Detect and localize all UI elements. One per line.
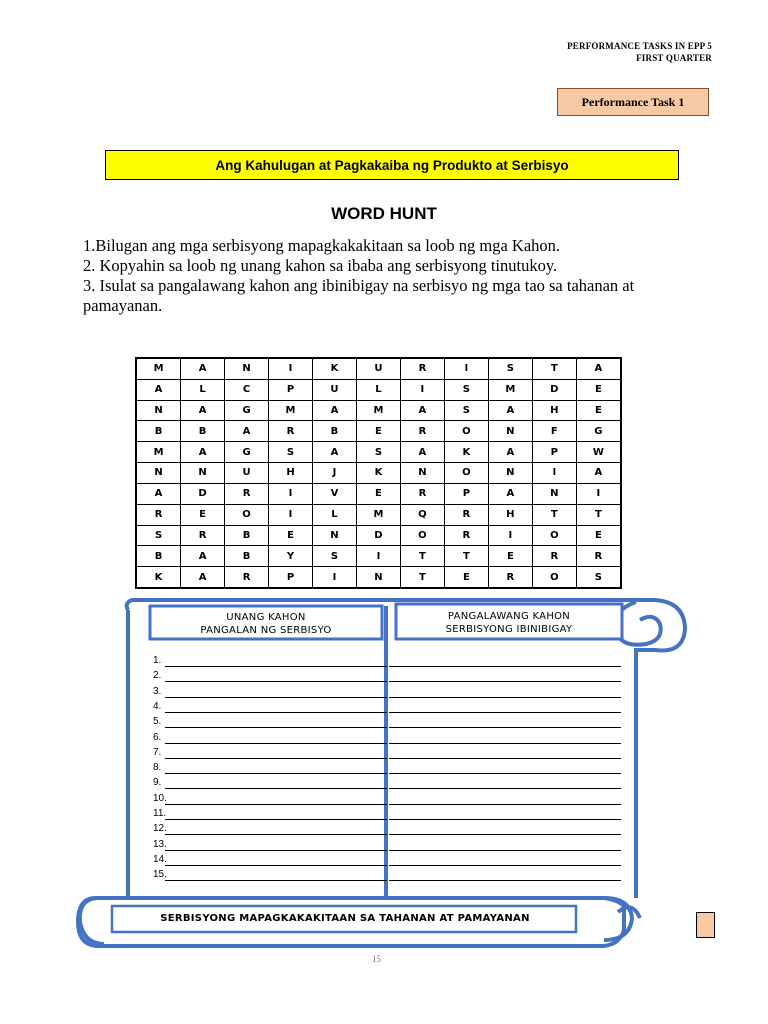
grid-cell[interactable]: A bbox=[181, 358, 225, 379]
second-box-line-1: PANGALAWANG KAHON bbox=[447, 611, 571, 622]
grid-cell[interactable]: R bbox=[532, 546, 576, 567]
service-name-blank[interactable] bbox=[165, 880, 387, 881]
service-provided-blank[interactable] bbox=[389, 880, 621, 881]
grid-cell[interactable]: A bbox=[576, 463, 621, 484]
service-name-blank[interactable] bbox=[165, 788, 387, 789]
grid-cell[interactable]: H bbox=[532, 400, 576, 421]
grid-cell[interactable]: O bbox=[400, 525, 444, 546]
grid-cell[interactable]: M bbox=[488, 379, 532, 400]
service-name-blank[interactable] bbox=[165, 697, 387, 698]
first-box-title bbox=[150, 611, 382, 637]
header-line-1: PERFORMANCE TASKS IN EPP 5 bbox=[567, 41, 712, 51]
grid-cell[interactable]: B bbox=[181, 421, 225, 442]
grid-cell[interactable]: M bbox=[136, 358, 181, 379]
grid-cell[interactable]: L bbox=[356, 379, 400, 400]
corner-marker bbox=[696, 912, 715, 938]
grid-cell[interactable]: T bbox=[444, 546, 488, 567]
grid-cell[interactable]: A bbox=[136, 483, 181, 504]
grid-cell[interactable]: R bbox=[444, 525, 488, 546]
service-name-blank[interactable] bbox=[165, 743, 387, 744]
answer-row bbox=[153, 655, 623, 669]
grid-cell[interactable]: U bbox=[313, 379, 357, 400]
grid-cell[interactable]: N bbox=[313, 525, 357, 546]
service-provided-blank[interactable] bbox=[389, 834, 621, 835]
grid-cell[interactable]: C bbox=[225, 379, 269, 400]
answer-row bbox=[153, 823, 623, 837]
grid-cell[interactable]: V bbox=[313, 483, 357, 504]
grid-cell[interactable]: I bbox=[400, 379, 444, 400]
grid-cell[interactable]: D bbox=[356, 525, 400, 546]
grid-cell[interactable]: G bbox=[576, 421, 621, 442]
grid-cell[interactable]: R bbox=[400, 358, 444, 379]
grid-cell[interactable]: R bbox=[136, 504, 181, 525]
service-provided-blank[interactable] bbox=[389, 819, 621, 820]
grid-cell[interactable]: A bbox=[181, 546, 225, 567]
answer-number: 15. bbox=[153, 869, 167, 881]
grid-cell[interactable]: M bbox=[136, 442, 181, 463]
grid-cell[interactable]: G bbox=[225, 400, 269, 421]
grid-cell[interactable]: T bbox=[400, 546, 444, 567]
answer-row bbox=[153, 716, 623, 730]
grid-cell[interactable]: A bbox=[488, 483, 532, 504]
grid-cell[interactable]: K bbox=[313, 358, 357, 379]
answer-number: 4. bbox=[153, 700, 162, 712]
service-name-blank[interactable] bbox=[165, 804, 387, 805]
grid-cell[interactable]: S bbox=[136, 525, 181, 546]
grid-cell[interactable]: R bbox=[225, 483, 269, 504]
grid-cell[interactable]: E bbox=[356, 421, 400, 442]
grid-cell[interactable]: I bbox=[269, 483, 313, 504]
service-provided-blank[interactable] bbox=[389, 666, 621, 667]
grid-cell[interactable]: B bbox=[225, 525, 269, 546]
grid-cell[interactable]: L bbox=[181, 379, 225, 400]
grid-cell[interactable]: B bbox=[136, 546, 181, 567]
grid-cell[interactable]: K bbox=[356, 463, 400, 484]
service-provided-blank[interactable] bbox=[389, 804, 621, 805]
grid-cell[interactable]: O bbox=[444, 421, 488, 442]
header-line-2: FIRST QUARTER bbox=[636, 53, 712, 63]
grid-cell[interactable]: R bbox=[181, 525, 225, 546]
grid-cell[interactable]: I bbox=[532, 463, 576, 484]
service-name-blank[interactable] bbox=[165, 773, 387, 774]
answer-number: 3. bbox=[153, 685, 162, 697]
grid-cell[interactable]: S bbox=[576, 567, 621, 588]
grid-cell[interactable]: A bbox=[488, 442, 532, 463]
answer-number: 2. bbox=[153, 670, 162, 682]
answer-number: 13. bbox=[153, 838, 167, 850]
grid-cell[interactable]: I bbox=[356, 546, 400, 567]
service-name-blank[interactable] bbox=[165, 819, 387, 820]
grid-cell[interactable]: R bbox=[444, 504, 488, 525]
answer-number: 9. bbox=[153, 777, 162, 789]
grid-cell[interactable]: T bbox=[400, 567, 444, 588]
grid-cell[interactable]: S bbox=[313, 546, 357, 567]
grid-cell[interactable]: H bbox=[488, 504, 532, 525]
grid-cell[interactable]: E bbox=[576, 525, 621, 546]
answer-number: 10. bbox=[153, 792, 167, 804]
service-provided-blank[interactable] bbox=[389, 743, 621, 744]
grid-cell[interactable]: A bbox=[400, 400, 444, 421]
grid-cell[interactable]: U bbox=[225, 463, 269, 484]
grid-cell[interactable]: E bbox=[356, 483, 400, 504]
answer-row bbox=[153, 686, 623, 700]
service-name-blank[interactable] bbox=[165, 865, 387, 866]
grid-cell[interactable]: S bbox=[444, 379, 488, 400]
grid-cell[interactable]: P bbox=[269, 379, 313, 400]
second-box-title bbox=[396, 610, 622, 636]
answer-number: 14. bbox=[153, 853, 167, 865]
answer-number: 11. bbox=[153, 808, 167, 819]
service-provided-blank[interactable] bbox=[389, 697, 621, 698]
grid-cell[interactable]: Y bbox=[269, 546, 313, 567]
grid-cell[interactable]: N bbox=[400, 463, 444, 484]
answer-number: 8. bbox=[153, 762, 162, 774]
grid-cell[interactable]: N bbox=[225, 358, 269, 379]
instruction-1: 1.Bilugan ang mga serbisyong mapagkakakitaan sa loob ng mga Kahon. bbox=[83, 236, 561, 255]
answer-row bbox=[153, 808, 623, 822]
answer-row bbox=[153, 839, 623, 853]
answer-row bbox=[153, 732, 623, 746]
bottom-banner-label: SERBISYONG MAPAGKAKAKITAAN SA TAHANAN AT PAMAYANAN bbox=[160, 913, 530, 924]
service-name-blank[interactable] bbox=[165, 850, 387, 851]
service-provided-blank[interactable] bbox=[389, 727, 621, 728]
grid-cell[interactable]: R bbox=[400, 483, 444, 504]
service-provided-blank[interactable] bbox=[389, 773, 621, 774]
service-name-blank[interactable] bbox=[165, 758, 387, 759]
service-name-blank[interactable] bbox=[165, 727, 387, 728]
grid-cell[interactable]: A bbox=[225, 421, 269, 442]
answer-row bbox=[153, 777, 623, 791]
grid-cell[interactable]: G bbox=[225, 442, 269, 463]
grid-cell[interactable]: N bbox=[356, 567, 400, 588]
grid-cell[interactable]: A bbox=[400, 442, 444, 463]
grid-cell[interactable]: I bbox=[444, 358, 488, 379]
grid-cell[interactable]: O bbox=[532, 525, 576, 546]
grid-cell[interactable]: I bbox=[269, 504, 313, 525]
grid-cell[interactable]: M bbox=[356, 400, 400, 421]
grid-cell[interactable]: T bbox=[532, 358, 576, 379]
grid-cell[interactable]: R bbox=[400, 421, 444, 442]
grid-cell[interactable]: B bbox=[313, 421, 357, 442]
word-hunt-heading: WORD HUNT bbox=[331, 204, 437, 223]
answer-row bbox=[153, 854, 623, 868]
answer-number: 6. bbox=[153, 731, 162, 743]
answer-row bbox=[153, 793, 623, 807]
grid-cell[interactable]: P bbox=[269, 567, 313, 588]
service-provided-blank[interactable] bbox=[389, 788, 621, 789]
grid-cell[interactable]: R bbox=[488, 567, 532, 588]
answer-row bbox=[153, 701, 623, 715]
grid-cell[interactable]: N bbox=[136, 463, 181, 484]
grid-cell[interactable]: H bbox=[269, 463, 313, 484]
grid-cell[interactable]: O bbox=[225, 504, 269, 525]
grid-cell[interactable]: N bbox=[488, 463, 532, 484]
grid-cell[interactable]: K bbox=[444, 442, 488, 463]
page-number: 15 bbox=[372, 954, 381, 964]
answer-row bbox=[153, 670, 623, 684]
grid-cell[interactable]: T bbox=[576, 504, 621, 525]
grid-cell[interactable]: S bbox=[356, 442, 400, 463]
grid-cell[interactable]: E bbox=[576, 379, 621, 400]
grid-cell[interactable]: U bbox=[356, 358, 400, 379]
grid-cell[interactable]: N bbox=[532, 483, 576, 504]
grid-cell[interactable]: T bbox=[532, 504, 576, 525]
grid-cell[interactable]: R bbox=[576, 546, 621, 567]
grid-cell[interactable]: B bbox=[136, 421, 181, 442]
grid-cell[interactable]: A bbox=[181, 400, 225, 421]
service-provided-blank[interactable] bbox=[389, 865, 621, 866]
instruction-3: 3. Isulat sa pangalawang kahon ang ibinibigay na serbisyo ng mga tao sa tahanan at pamayanan. bbox=[83, 276, 635, 315]
grid-cell[interactable]: S bbox=[269, 442, 313, 463]
grid-cell[interactable]: E bbox=[488, 546, 532, 567]
grid-cell[interactable]: A bbox=[313, 442, 357, 463]
answer-number: 5. bbox=[153, 716, 162, 728]
answer-number: 12. bbox=[153, 823, 167, 835]
service-name-blank[interactable] bbox=[165, 834, 387, 835]
service-provided-blank[interactable] bbox=[389, 850, 621, 851]
service-name-blank[interactable] bbox=[165, 712, 387, 713]
first-box-line-2: PANGALAN NG SERBISYO bbox=[200, 625, 332, 636]
grid-cell[interactable]: R bbox=[269, 421, 313, 442]
answer-row bbox=[153, 747, 623, 761]
grid-cell[interactable]: E bbox=[269, 525, 313, 546]
grid-cell[interactable]: P bbox=[444, 483, 488, 504]
service-provided-blank[interactable] bbox=[389, 758, 621, 759]
grid-cell[interactable]: B bbox=[225, 546, 269, 567]
service-name-blank[interactable] bbox=[165, 666, 387, 667]
grid-cell[interactable]: I bbox=[576, 483, 621, 504]
grid-cell[interactable]: S bbox=[444, 400, 488, 421]
grid-cell[interactable]: J bbox=[313, 463, 357, 484]
grid-cell[interactable]: F bbox=[532, 421, 576, 442]
grid-cell[interactable]: N bbox=[181, 463, 225, 484]
service-provided-blank[interactable] bbox=[389, 681, 621, 682]
grid-cell[interactable]: D bbox=[181, 483, 225, 504]
grid-cell[interactable]: M bbox=[269, 400, 313, 421]
service-provided-blank[interactable] bbox=[389, 712, 621, 713]
grid-cell[interactable]: N bbox=[488, 421, 532, 442]
grid-cell[interactable]: W bbox=[576, 442, 621, 463]
second-box-line-2: SERBISYONG IBINIBIGAY bbox=[445, 624, 573, 635]
performance-task-label: Performance Task 1 bbox=[557, 88, 709, 116]
instruction-2: 2. Kopyahin sa loob ng unang kahon sa ibaba ang serbisyong tinutukoy. bbox=[83, 256, 558, 275]
answer-number: 1. bbox=[153, 655, 162, 666]
grid-cell[interactable]: E bbox=[181, 504, 225, 525]
grid-cell[interactable]: I bbox=[313, 567, 357, 588]
grid-cell[interactable]: P bbox=[532, 442, 576, 463]
grid-cell[interactable]: N bbox=[136, 400, 181, 421]
lesson-title: Ang Kahulugan at Pagkakaiba ng Produkto at Serbisyo bbox=[105, 150, 679, 180]
first-box-line-1: UNANG KAHON bbox=[226, 612, 306, 623]
grid-cell[interactable]: L bbox=[313, 504, 357, 525]
answer-number: 7. bbox=[153, 746, 162, 758]
grid-cell[interactable]: D bbox=[532, 379, 576, 400]
answer-row bbox=[153, 869, 623, 883]
grid-cell[interactable]: S bbox=[488, 358, 532, 379]
grid-cell[interactable]: A bbox=[576, 358, 621, 379]
grid-cell[interactable]: O bbox=[444, 463, 488, 484]
grid-cell[interactable]: A bbox=[181, 442, 225, 463]
grid-cell[interactable]: E bbox=[576, 400, 621, 421]
grid-cell[interactable]: M bbox=[356, 504, 400, 525]
grid-cell[interactable]: A bbox=[136, 379, 181, 400]
grid-cell[interactable]: A bbox=[313, 400, 357, 421]
grid-cell[interactable]: E bbox=[444, 567, 488, 588]
service-name-blank[interactable] bbox=[165, 681, 387, 682]
grid-cell[interactable]: I bbox=[269, 358, 313, 379]
grid-cell[interactable]: A bbox=[181, 567, 225, 588]
grid-cell[interactable]: Q bbox=[400, 504, 444, 525]
grid-cell[interactable]: I bbox=[488, 525, 532, 546]
grid-cell[interactable]: O bbox=[532, 567, 576, 588]
grid-cell[interactable]: K bbox=[136, 567, 181, 588]
grid-cell[interactable]: A bbox=[488, 400, 532, 421]
answer-row bbox=[153, 762, 623, 776]
grid-cell[interactable]: R bbox=[225, 567, 269, 588]
